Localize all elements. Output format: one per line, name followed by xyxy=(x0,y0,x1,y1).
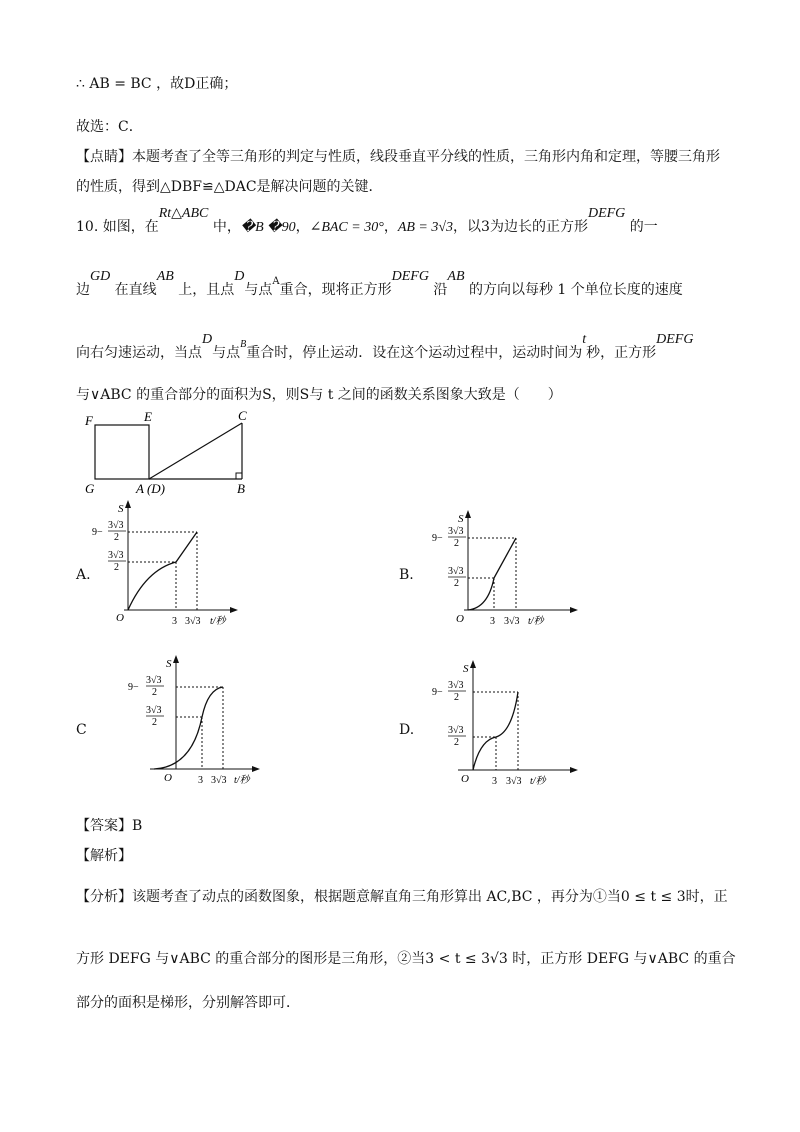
tick-3root3: 3√3 xyxy=(185,616,201,627)
frac-den: 2 xyxy=(454,692,459,703)
label-c: C xyxy=(238,408,247,423)
line-tip-2: 的性质，得到△DBF≌△DAC是解决问题的关键． xyxy=(76,179,383,195)
origin-label: O xyxy=(456,613,464,625)
square-defg xyxy=(95,425,149,479)
question-10-line-1: 10. 如图，在Rt△ABC 中，�B �90，∠BAC = 30°，AB = 3√3，以3为边长的正方形DEFG 的一 xyxy=(76,206,658,235)
graph-option-b[interactable] xyxy=(428,510,578,632)
analysis-heading: 【解析】 xyxy=(76,848,132,864)
graph-option-d[interactable] xyxy=(428,660,578,787)
axis-t-label: t/秒 xyxy=(528,616,544,627)
function-curve xyxy=(468,538,516,610)
y-axis-arrow xyxy=(465,510,471,518)
option-c-label[interactable]: C xyxy=(76,722,87,738)
option-b-label[interactable]: B. xyxy=(399,567,414,583)
tick-3: 3 xyxy=(490,616,495,627)
axis-s-label: S xyxy=(463,663,469,675)
label-f: F xyxy=(85,413,93,428)
axis-t-label: t/秒 xyxy=(210,616,226,627)
frac-num: 3√3 xyxy=(108,520,124,531)
analysis-line-1: 【分析】该题考查了动点的函数图象，根据题意解直角三角形算出 AC,BC ，再分为①当0 ≤ t ≤ 3时，正 xyxy=(76,889,728,905)
frac-num: 3√3 xyxy=(146,705,162,716)
graph-option-a[interactable] xyxy=(88,500,238,632)
origin-label: O xyxy=(116,612,124,624)
x-axis-arrow xyxy=(252,766,260,772)
graph-option-c[interactable] xyxy=(110,655,260,787)
frac-num: 3√3 xyxy=(448,526,464,537)
origin-label: O xyxy=(461,773,469,785)
function-curve xyxy=(154,687,223,769)
label-b: B xyxy=(237,481,245,496)
tick-3root3: 3√3 xyxy=(211,775,227,786)
tick-3: 3 xyxy=(492,776,497,787)
frac-num: 3√3 xyxy=(108,550,124,561)
label-nine-minus: 9− xyxy=(432,687,443,698)
frac-den: 2 xyxy=(454,578,459,589)
line-choice: 故选：C． xyxy=(76,119,143,135)
label-nine-minus: 9− xyxy=(432,533,443,544)
option-a-label[interactable]: A. xyxy=(76,567,91,583)
tick-3root3: 3√3 xyxy=(504,616,520,627)
segment-ac xyxy=(149,423,242,479)
frac-num: 3√3 xyxy=(448,566,464,577)
frac-num: 3√3 xyxy=(146,675,162,686)
label-e: E xyxy=(144,409,152,424)
answer-line: 【答案】B xyxy=(76,818,143,834)
axis-t-label: t/秒 xyxy=(530,776,546,787)
frac-den: 2 xyxy=(454,538,459,549)
x-axis-arrow xyxy=(570,767,578,773)
tick-3: 3 xyxy=(198,775,203,786)
tick-3root3: 3√3 xyxy=(506,776,522,787)
question-10-line-2: 边GD 在直线AB 上，且点D与点$^A$重合，现将正方形DEFG 沿AB 的方向以每秒 1 个单位长度的速度 xyxy=(76,269,683,298)
label-g: G xyxy=(85,481,95,496)
tick-3: 3 xyxy=(172,616,177,627)
x-axis-arrow xyxy=(570,607,578,613)
frac-den: 2 xyxy=(114,562,119,573)
analysis-line-2: 方形 DEFG 与∨ABC 的重合部分的图形是三角形，②当3 < t ≤ 3√3 时，正方形 DEFG 与∨ABC 的重合 xyxy=(76,951,736,967)
right-angle-mark xyxy=(236,473,242,479)
axis-s-label: S xyxy=(118,503,124,515)
y-axis-arrow xyxy=(173,655,179,663)
line-tip-1: 【点睛】本题考查了全等三角形的判定与性质，线段垂直平分线的性质，三角形内角和定理，等腰三角形 xyxy=(76,149,720,165)
frac-num: 3√3 xyxy=(448,680,464,691)
frac-num: 3√3 xyxy=(448,725,464,736)
y-axis-arrow xyxy=(125,500,131,508)
frac-den: 2 xyxy=(152,717,157,728)
axis-t-label: t/秒 xyxy=(234,775,250,786)
frac-den: 2 xyxy=(152,687,157,698)
question-10-line-4: 与∨ABC 的重合部分的面积为S，则S与 t 之间的函数关系图象大致是（ ） xyxy=(76,387,562,403)
origin-label: O xyxy=(164,772,172,784)
label-a-d: A (D) xyxy=(136,481,166,496)
analysis-line-3: 部分的面积是梯形，分别解答即可． xyxy=(76,995,300,1011)
axis-s-label: S xyxy=(458,513,464,525)
axis-s-label: S xyxy=(166,658,172,670)
function-curve xyxy=(128,532,197,610)
geometry-figure xyxy=(80,405,260,497)
line-conclusion: ∴ AB = BC ，故D正确； xyxy=(76,76,238,92)
x-axis-arrow xyxy=(230,607,238,613)
question-10-line-3: 向右匀速运动，当点D与点$^B$重合时，停止运动．设在这个运动过程中，运动时间为t秒，正方形DEFG xyxy=(76,332,694,361)
y-axis-arrow xyxy=(470,660,476,668)
label-nine-minus: 9− xyxy=(128,682,139,693)
option-d-label[interactable]: D. xyxy=(399,722,415,738)
frac-den: 2 xyxy=(114,532,119,543)
frac-den: 2 xyxy=(454,737,459,748)
label-nine-minus: 9− xyxy=(92,527,103,538)
